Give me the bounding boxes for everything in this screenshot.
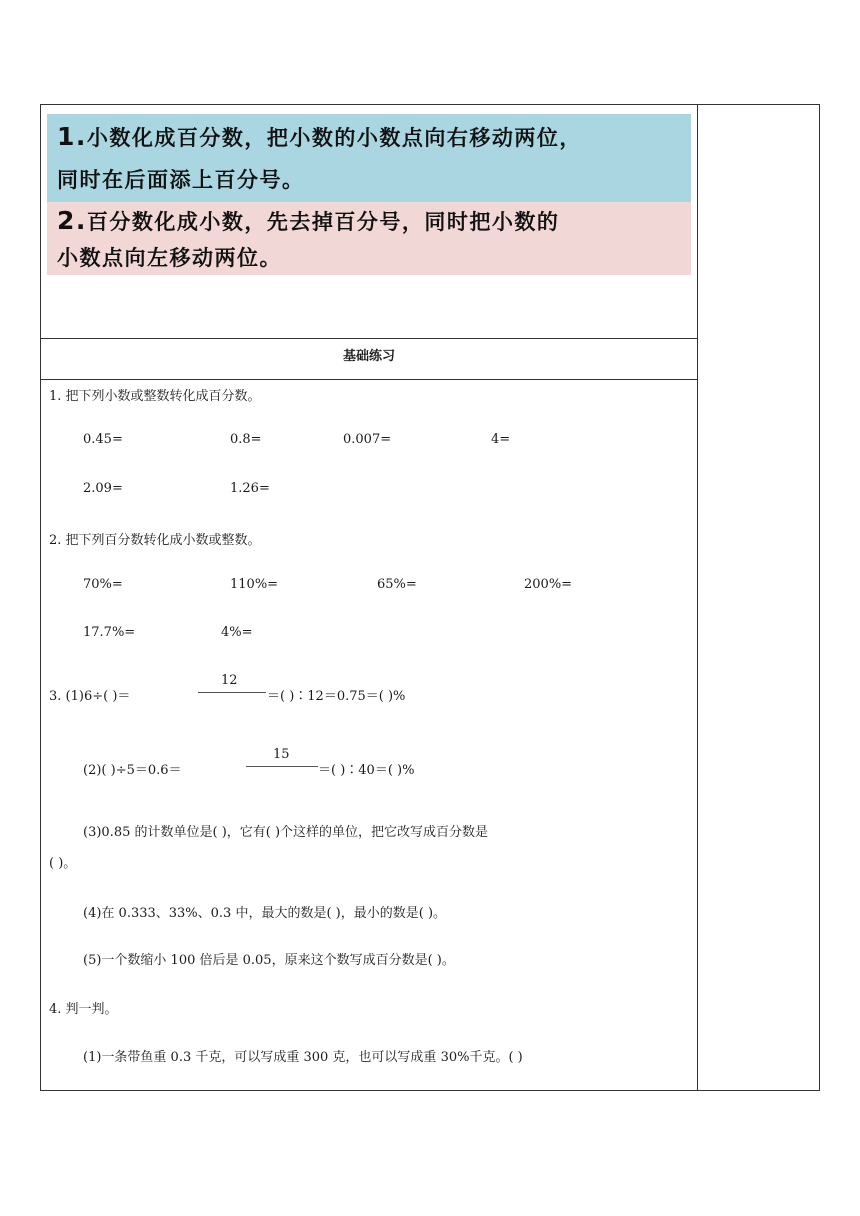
rule-box-percent-to-decimal (47, 202, 691, 275)
q1-item: 0.007= (343, 432, 392, 447)
q1-stem: 1. 把下列小数或整数转化成百分数。 (49, 389, 261, 404)
row-divider (41, 379, 698, 380)
q3-part1-numerator: 12 (221, 673, 238, 688)
q3-part5: (5)一个数缩小 100 倍后是 0.05，原来这个数写成百分数是( )。 (83, 953, 455, 968)
q2-item: 200%= (524, 577, 573, 592)
worksheet-table (40, 104, 820, 1091)
q3-part4: (4)在 0.333、33%、0.3 中，最大的数是( )，最小的数是( )。 (83, 906, 447, 921)
rule1-line2: 同时在后面添上百分号。 (57, 168, 305, 192)
q1-item: 0.45= (83, 432, 123, 447)
q3-part3-line2: ( )。 (49, 856, 77, 871)
q2-item: 70%= (83, 577, 123, 592)
rule-box-decimal-to-percent (47, 114, 691, 202)
rule1-number: 1. (57, 122, 87, 151)
q1-item: 2.09= (83, 481, 123, 496)
q3-part1-fraction-bar (198, 692, 266, 693)
table-column-divider (697, 105, 698, 1090)
q2-item: 4%= (221, 625, 253, 640)
rule2-number: 2. (57, 206, 87, 235)
q3-part1-prefix: 3. (1)6÷( )＝ (49, 689, 131, 704)
q1-item: 1.26= (230, 481, 270, 496)
q4-part1: (1)一条带鱼重 0.3 千克，可以写成重 300 克，也可以写成重 30%千克。( ) (83, 1050, 523, 1065)
q2-item: 65%= (377, 577, 417, 592)
q1-item: 0.8= (230, 432, 262, 447)
rule2-line2: 小数点向左移动两位。 (57, 246, 282, 270)
rule1-text: 小数化成百分数，把小数的小数点向右移动两位， (86, 126, 582, 150)
section-title: 基础练习 (342, 349, 395, 364)
row-divider (41, 338, 698, 339)
q3-part2-fraction-bar (246, 766, 318, 767)
rule2-text: 百分数化成小数，先去掉百分号，同时把小数的 (86, 210, 560, 234)
q4-stem: 4. 判一判。 (49, 1002, 118, 1017)
rule2-line1 (57, 203, 683, 240)
q1-item: 4= (491, 432, 511, 447)
q3-part2-suffix: ＝( )∶40＝( )% (318, 763, 415, 778)
q2-item: 110%= (230, 577, 279, 592)
q3-part1-suffix: ＝( )∶12＝0.75＝( )% (267, 689, 406, 704)
q3-part3-line1: (3)0.85 的计数单位是( )，它有( )个这样的单位，把它改写成百分数是 (83, 825, 489, 840)
rule1-line1 (57, 116, 683, 159)
q2-item: 17.7%= (83, 625, 136, 640)
q3-part2-numerator: 15 (273, 747, 290, 762)
q2-stem: 2. 把下列百分数转化成小数或整数。 (49, 533, 261, 548)
q3-part2-prefix: (2)( )÷5＝0.6＝ (83, 763, 182, 778)
